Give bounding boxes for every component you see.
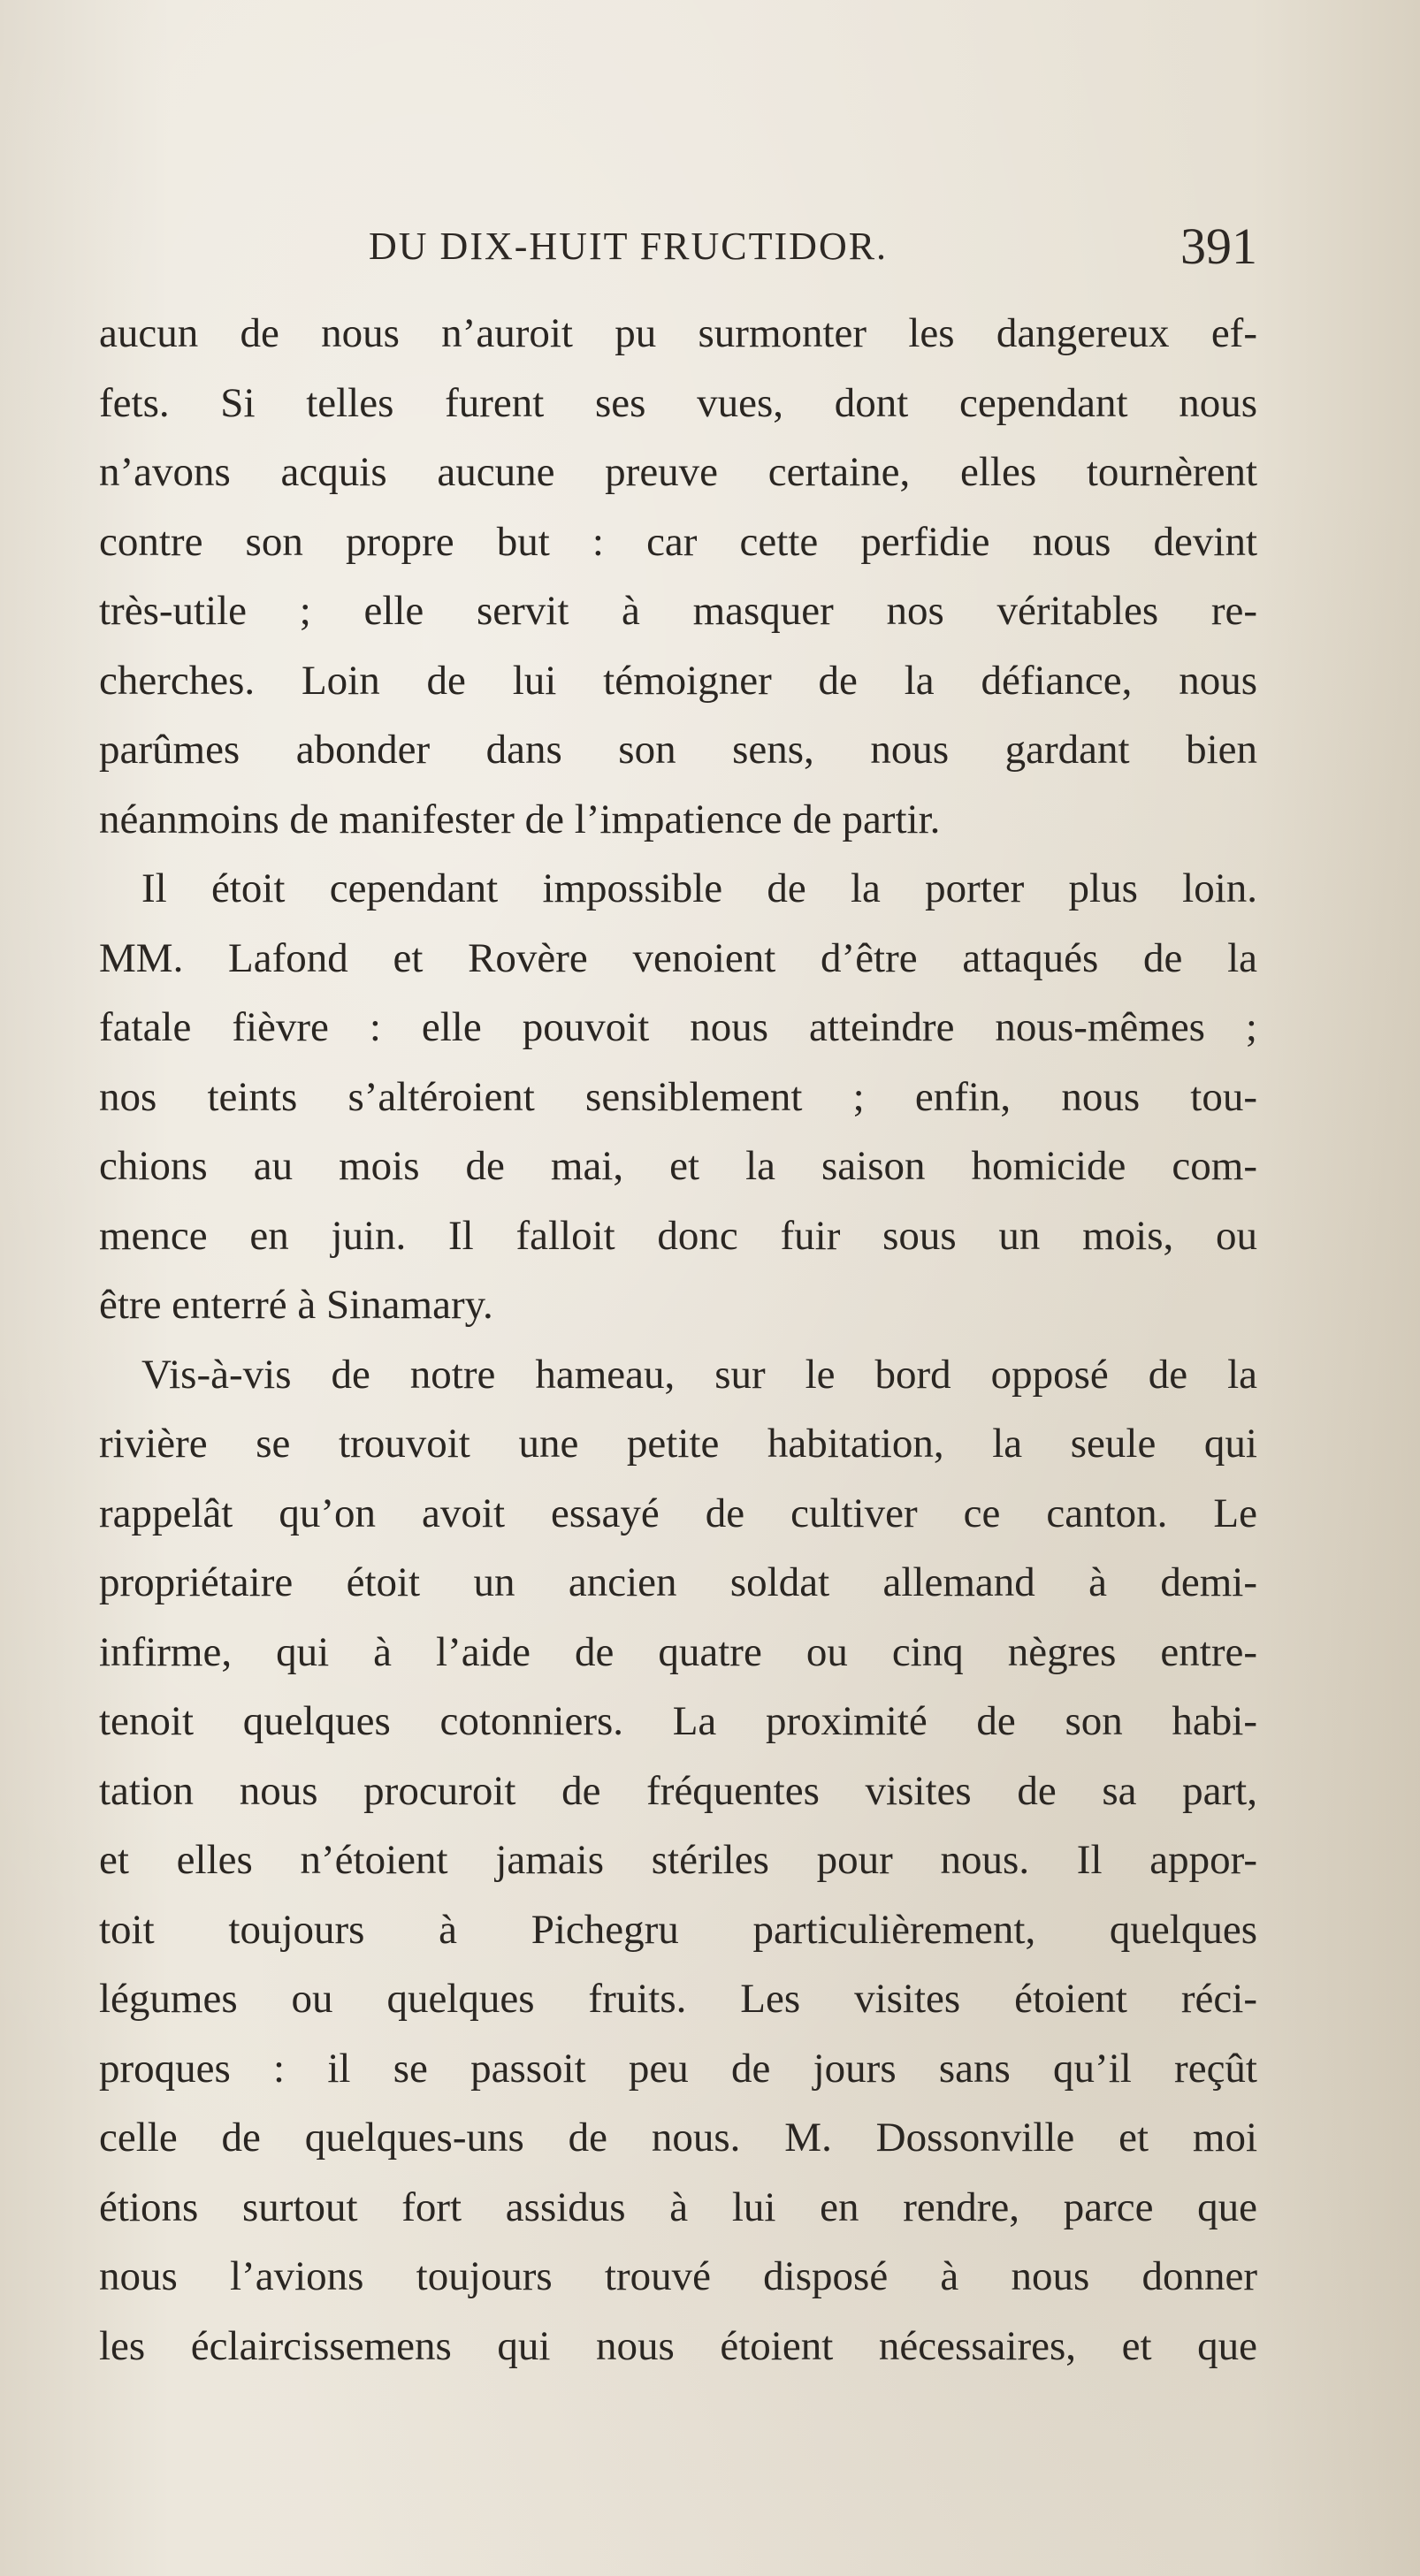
text-line: tation nous procuroit de fréquentes visites de sa part,: [99, 1767, 1257, 1814]
page-header: [99, 217, 1257, 278]
text-line: MM. Lafond et Rovère venoient d’être attaqués de la: [99, 934, 1257, 981]
running-title: DU DIX-HUIT FRUCTIDOR.: [369, 225, 889, 268]
text-line: mence en juin. Il falloit donc fuir sous un mois, ou: [99, 1212, 1257, 1259]
body-text: [99, 299, 1257, 2381]
text-line: rivière se trouvoit une petite habitation, la seule qui: [99, 1421, 1257, 1467]
text-line: cherches. Loin de lui témoigner de la défiance, nous: [99, 657, 1257, 704]
text-line: étions surtout fort assidus à lui en rendre, parce que: [99, 2184, 1257, 2230]
text-line: être enterré à Sinamary.: [99, 1282, 493, 1328]
text-line: parûmes abonder dans son sens, nous gardant bien: [99, 727, 1257, 773]
text-line: contre son propre but : car cette perfidie nous devint: [99, 518, 1257, 565]
text-line: fets. Si telles furent ses vues, dont cependant nous: [99, 379, 1257, 426]
text-line: tenoit quelques cotonniers. La proximité de son habi-: [99, 1698, 1257, 1744]
text-line: Il étoit cependant impossible de la porter plus loin.: [141, 865, 1257, 911]
text-line: nous l’avions toujours trouvé disposé à nous donner: [99, 2253, 1257, 2299]
text-line: légumes ou quelques fruits. Les visites étoient réci-: [99, 1976, 1257, 2022]
text-line: infirme, qui à l’aide de quatre ou cinq nègres entre-: [99, 1628, 1257, 1675]
text-line: les éclaircissemens qui nous étoient nécessaires, et que: [99, 2322, 1257, 2369]
text-line: fatale fièvre : elle pouvoit nous atteindre nous-mêmes ;: [99, 1004, 1257, 1050]
text-line: n’avons acquis aucune preuve certaine, elles tournèrent: [99, 449, 1257, 495]
text-line: Vis-à-vis de notre hameau, sur le bord opposé de la: [141, 1351, 1257, 1398]
text-line: aucun de nous n’auroit pu surmonter les dangereux ef-: [99, 310, 1257, 356]
text-line: toit toujours à Pichegru particulièrement, quelques: [99, 1906, 1257, 1953]
text-line: et elles n’étoient jamais stériles pour nous. Il appor-: [99, 1837, 1257, 1883]
text-line: néanmoins de manifester de l’impatience de partir.: [99, 796, 941, 842]
text-line: proques : il se passoit peu de jours sans qu’il reçût: [99, 2045, 1257, 2092]
text-line: rappelât qu’on avoit essayé de cultiver ce canton. Le: [99, 1490, 1257, 1536]
text-line: propriétaire étoit un ancien soldat allemand à demi-: [99, 1559, 1257, 1605]
text-line: nos teints s’altéroient sensiblement ; enfin, nous tou-: [99, 1073, 1257, 1120]
text-line: chions au mois de mai, et la saison homicide com-: [99, 1143, 1257, 1189]
text-line: celle de quelques-uns de nous. M. Dossonville et moi: [99, 2115, 1257, 2161]
page-number: 391: [1180, 217, 1257, 275]
text-line: très-utile ; elle servit à masquer nos véritables re-: [99, 588, 1257, 634]
